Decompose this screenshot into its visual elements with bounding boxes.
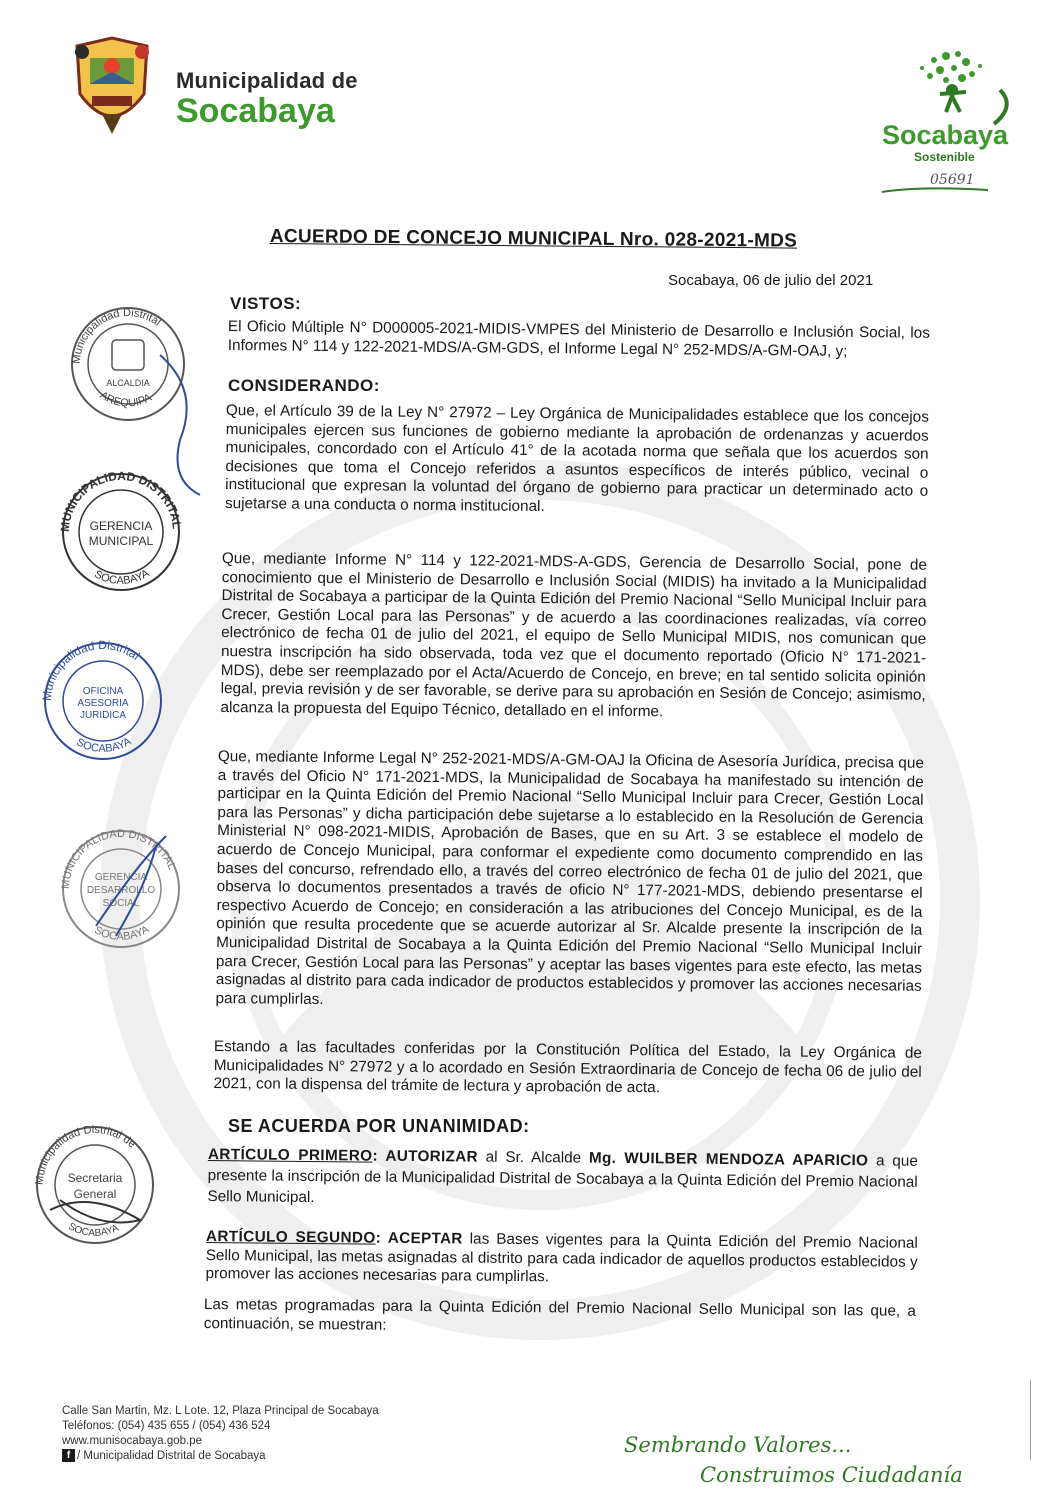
sostenible-logo xyxy=(876,46,1026,166)
alcaldia-bottom-text: AREQUIPA xyxy=(97,389,154,410)
gerencia-top-text: MUNICIPALIDAD DISTRITAL xyxy=(57,470,184,533)
sostenible-brand: Socabaya xyxy=(882,120,1009,150)
footer-slogan xyxy=(624,1430,963,1490)
secretaria-general-stamp xyxy=(30,1120,160,1250)
document-title: ACUERDO DE CONCEJO MUNICIPAL Nro. 028-2021-MDS xyxy=(269,226,798,252)
svg-text:AREQUIPA xyxy=(98,389,155,409)
municipal-crest-icon xyxy=(62,34,162,142)
art1-name: Mg. WUILBER MENDOZA APARICIO xyxy=(588,1149,869,1170)
tree-person-icon xyxy=(876,46,1026,126)
secretaria-top-text: Municipalidad Distrital de xyxy=(33,1123,138,1186)
svg-text:SOCABAYA xyxy=(74,735,133,755)
footer-contact xyxy=(62,1404,379,1464)
art1-pre: al Sr. Alcalde xyxy=(485,1148,582,1167)
art2-label: ARTÍCULO SEGUNDO xyxy=(205,1228,376,1247)
document-date: Socabaya, 06 de julio del 2021 xyxy=(668,272,874,289)
art1-verb: AUTORIZAR xyxy=(385,1147,478,1166)
municipality-logo xyxy=(176,68,358,128)
desarrollo-center-3: SOCIAL xyxy=(102,898,140,909)
desarrollo-top-text: MUNICIPALIDAD DISTRITAL xyxy=(59,827,178,890)
desarrollo-center-1: GERENCIA xyxy=(94,872,148,883)
gerencia-center-2: MUNICIPAL xyxy=(88,534,154,548)
logo-line-1: Municipalidad de xyxy=(176,68,358,93)
asesoria-center-1: OFICINA xyxy=(82,686,124,697)
footer-facebook-line xyxy=(62,1449,379,1464)
considerando-paragraph-2: Que, mediante Informe N° 114 y 122-2021-MDS-A-GDS, Gerencia de Desarrollo Social, pone de conocimiento que el Ministerio de Desarrollo e Inclusión Social (MIDIS) ha invitado a la Municipalidad Distrital de Socabaya a participar de la Quinta Edición del Premio Nacional “Sello Municipal Incluir para Crecer, Gestión Local para las Personas” y de acuerdo a las coordinaciones realizadas, vía correo electrónico de fecha 01 de julio del 2021, el equipo de Sello Municipal MIDIS, nos comunican que nuestra inscripción ha sido observada, toda vez que el documento reportado (Oficio N° 171-2021-MDS), debe ser reemplazado por el Acta/Acuerdo de Concejo, en breve; en tal sentido solicita opinión legal, previa revisión y de ser favorable, se derive para su aprobación en Sesión de Concejo; asimismo, alcanza la propuesta del Equipo Técnico, detallado en el informe. xyxy=(220,550,927,720)
desarrollo-bottom-text: SOCABAYA xyxy=(92,923,152,943)
slogan-line-2: Construimos Ciudadanía xyxy=(700,1463,963,1487)
art1-label: ARTÍCULO PRIMERO xyxy=(207,1145,373,1165)
considerando-paragraph-1: Que, el Artículo 39 de la Ley N° 27972 – Ley Orgánica de Municipalidades establece que los concejos municipales ejercen sus funciones de gobierno mediante la aprobación de ordenanzas y acuerdos municipales, concordado con el Artículo 41° de la acotada norma que señala que los acuerdos son decisiones que toma el Concejo referidos a asuntos específicos de interés público, vecinal o institucional que expresan la voluntad del órgano de gobierno para practicar un determinado acto o sujetarse a una conducta o norma institucional. xyxy=(224,402,929,516)
art2-verb: ACEPTAR xyxy=(387,1229,463,1248)
gerencia-bottom-text: SOCABAYA xyxy=(92,567,152,587)
secretaria-bottom-text: SOCABAYA xyxy=(66,1221,121,1239)
secretaria-center-2: General xyxy=(73,1187,117,1201)
art2-text: las Bases vigentes para la Quinta Edición del Premio Nacional Sello Municipal, las metas asignadas al distrito para cada indicador de aquellos productos establecidos y promover las acciones necesarias para cumplirlas. xyxy=(205,1230,918,1286)
articulo-primero: ARTÍCULO PRIMERO: AUTORIZAR al Sr. Alcalde Mg. WUILBER MENDOZA APARICIO a que presente la inscripción de la Municipalidad Distrital de Socabaya a la Quinta Edición del Premio Nacional Sello Municipal. xyxy=(207,1145,918,1207)
svg-text:SOCABAYA xyxy=(92,567,151,587)
alcaldia-center-text: ALCALDIA xyxy=(106,378,150,388)
asesoria-center-3: JURIDICA xyxy=(79,710,127,721)
considerando-paragraph-4: Estando a las facultades conferidas por la Constitución Política del Estado, la Ley Orgánica de Municipalidades N° 27972 y a lo acordado en Sesión Extraordinaria de Concejo de fecha 06 de julio del 2021, con la dispensa del trámite de lectura y aprobación de acta. xyxy=(213,1038,922,1097)
footer-phones: Teléfonos: (054) 435 655 / (054) 436 524 xyxy=(62,1420,271,1432)
vistos-paragraph: El Oficio Múltiple N° D000005-2021-MIDIS-VMPES del Ministerio de Desarrollo e Inclusión Social, los Informes N° 114 y 122-2021-MDS/A-GM-GDS, el Informe Legal N° 252-MDS/A-GM-OAJ, y; xyxy=(227,318,930,360)
footer-divider xyxy=(1030,1380,1031,1460)
alcaldia-top-text: Municipalidad Distrital xyxy=(70,306,163,365)
art1-text: a que presente la inscripción de la Municipalidad Distrital de Socabaya a la Quinta Edición del Premio Nacional Sello Municipal. xyxy=(207,1152,918,1207)
considerando-paragraph-3: Que, mediante Informe Legal N° 252-2021-MDS/A-GM-OAJ la Oficina de Asesoría Jurídica, precisa que a través del Oficio N° 171-2021-MDS, la Municipalidad de Socabaya ha manifestado su intención de participar en la Quinta Edición del Premio Nacional “Sello Municipal Incluir para Crecer, Gestión Local para las Personas” y dicha participación debe sujetarse a lo establecido en la Resolución de Gerencia Ministerial N° 098-2021-MIDIS, Aprobación de Bases, que en su Art. 3 se establece el modelo de acuerdo de Concejo Municipal, para conformar el expediente como documento comprendido en las bases del concurso, refrendado ello, a través del correo electrónico de fecha 01 de julio del 2021, que observa lo documentos presentados a través de oficio N° 177-2021-MDS, debiendo presentarse el respectivo Acuerdo de Concejo; en consideración a las atribuciones del Concejo Municipal, es de la opinión que resulta procedente que se acuerde autorizar al Sr. Alcalde presente la inscripción de la Municipalidad Distrital de Socabaya a la Quinta Edición del Premio Nacional “Sello Municipal Incluir para Crecer, Gestión Local para las Personas” y aceptar las bases vigentes para este efecto, las metas asignadas al distrito para cada indicador de productos establecidos y promover las acciones necesarias para cumplirlas. xyxy=(215,748,924,1008)
articulo-segundo-continuation: Las metas programadas para la Quinta Edición del Premio Nacional Sello Municipal son las que, a continuación, se muestran: xyxy=(203,1296,916,1334)
logo-line-2: Socabaya xyxy=(176,92,335,130)
secretaria-center-1: Secretaria xyxy=(67,1171,123,1185)
asesoria-top-text: Municipalidad Distrital xyxy=(39,638,143,702)
desarrollo-center-2: DESARROLLO xyxy=(86,885,156,896)
considerando-heading: CONSIDERANDO: xyxy=(228,376,380,395)
footer-facebook: / Municipalidad Distrital de Socabaya xyxy=(77,1450,266,1462)
vistos-heading: VISTOS: xyxy=(230,294,302,313)
sostenible-sub: Sostenible xyxy=(914,150,975,164)
desarrollo-social-stamp xyxy=(56,826,186,952)
articulo-segundo: ARTÍCULO SEGUNDO: ACEPTAR las Bases vigentes para la Quinta Edición del Premio Nacional Sello Municipal, las metas asignadas al distrito para cada indicador de aquellos productos establecidos y promover las acciones necesarias para cumplirlas. xyxy=(205,1228,918,1286)
footer-web[interactable]: www.munisocabaya.gob.pe xyxy=(62,1435,202,1447)
asesoria-juridica-stamp xyxy=(38,638,168,764)
slogan-line-1: Sembrando Valores... xyxy=(624,1433,852,1457)
footer-address: Calle San Martin, Mz. L Lote. 12, Plaza Principal de Socabaya xyxy=(62,1405,379,1417)
asesoria-center-2: ASESORIA xyxy=(77,698,129,709)
facebook-icon[interactable]: f xyxy=(62,1449,75,1462)
svg-text:SOCABAYA xyxy=(66,1221,120,1239)
gerencia-municipal-stamp xyxy=(56,470,186,595)
asesoria-bottom-text: SOCABAYA xyxy=(74,735,134,755)
gerencia-center-1: GERENCIA xyxy=(89,519,153,533)
registry-number: 05691 xyxy=(930,172,975,188)
acuerda-heading: SE ACUERDA POR UNANIMIDAD: xyxy=(228,1116,530,1136)
